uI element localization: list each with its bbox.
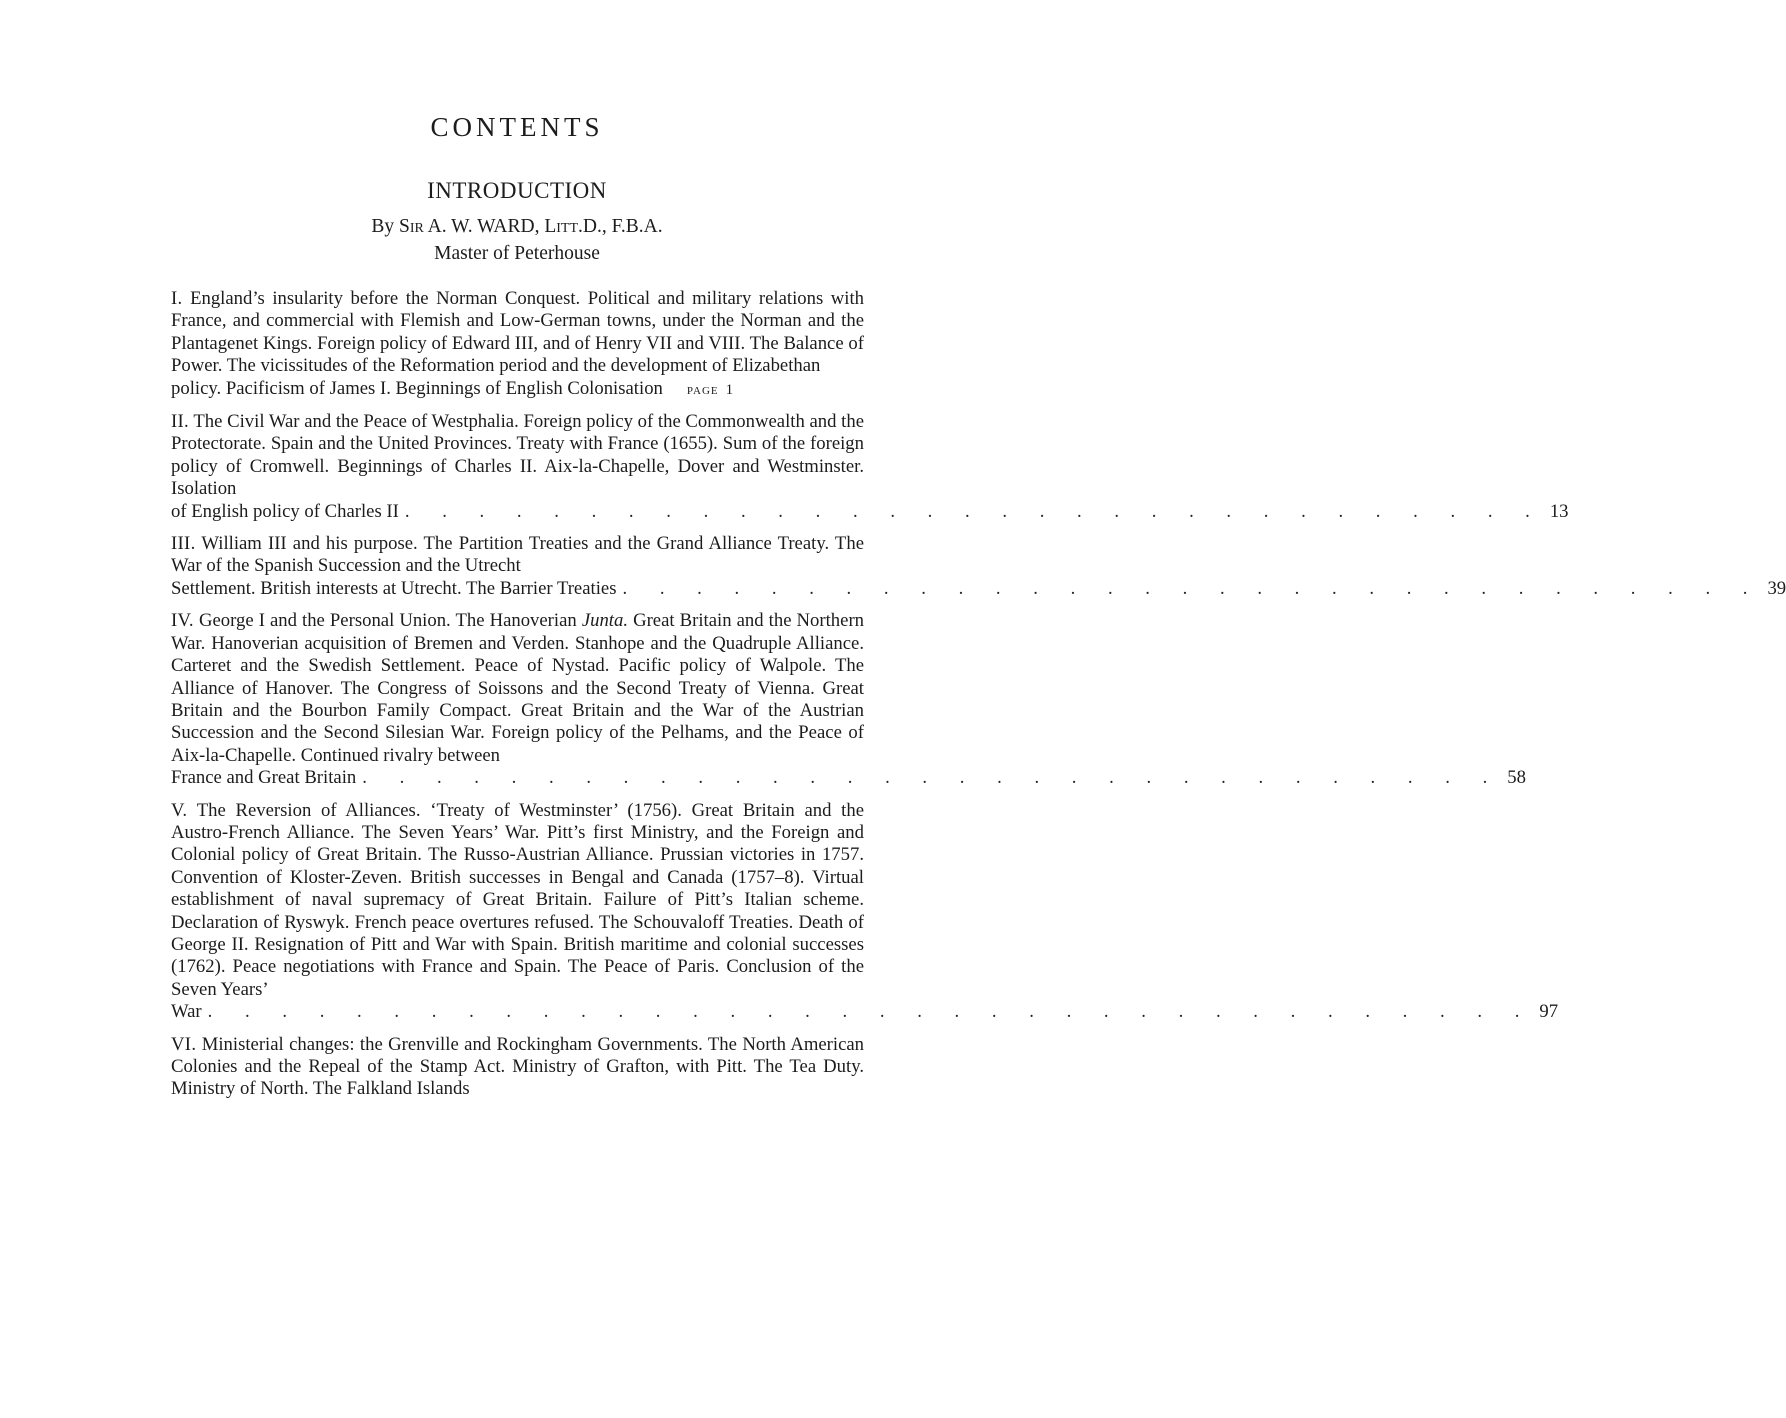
contents-entry-4 bbox=[171, 610, 1526, 789]
entry-numeral: V. bbox=[171, 799, 188, 821]
entry-numeral: III. bbox=[171, 533, 196, 555]
entry-text-b: Great Britain and the Northern War. Hanoverian acquisition of Bremen and Verden. Stanhope and the Quadruple Alliance. Carteret and the Swedish Settlement. Peace of Nystad. Pacific policy of Walpole. The Alliance of Hanover. The Congress of Soissons and the Second Treaty of Vienna. Great Britain and the Bourbon Family Compact. Great Britain and the War of the Austrian Succession and the Second Silesian War. Foreign policy of the Pelhams, and the Peace of Aix-la-Chapelle. Continued rivalry between bbox=[171, 610, 865, 766]
entry-text-italic: Junta. bbox=[581, 610, 629, 632]
contents-list bbox=[171, 288, 1786, 1111]
entry-text: England’s insularity before the Norman Conquest. Political and military relations with France, and commercial with Flemish and Low-German towns, under the Norman and the Plantagenet Kings. Foreign policy of Edward III, and of Henry VII and VIII. The Balance of Power. The vicissitudes of the Reformation period and the development of Elizabethan bbox=[171, 288, 864, 377]
entry-text-a: George I and the Personal Union. The Hanoverian bbox=[198, 610, 582, 632]
contents-entry-5 bbox=[171, 799, 1559, 1024]
entry-last-line bbox=[171, 1001, 1559, 1023]
entry-last-line bbox=[171, 378, 864, 401]
entry-last-text: policy. Pacificism of James I. Beginnings of English Colonisation bbox=[171, 377, 663, 399]
entry-last-text: Settlement. British interests at Utrecht. The Barrier Treaties bbox=[171, 577, 617, 599]
entry-text: William III and his purpose. The Partition Treaties and the Grand Alliance Treaty. The War of the Spanish Succession and the Utrecht bbox=[171, 533, 864, 577]
page-label: page bbox=[686, 381, 719, 398]
entry-last-line bbox=[171, 767, 1526, 789]
author-name: A. W. WARD, bbox=[427, 216, 540, 237]
author-line bbox=[0, 216, 1034, 238]
contents-entry-2 bbox=[171, 411, 1569, 523]
entry-last-line bbox=[171, 577, 1786, 600]
author-degree-rest: .D., F.B.A. bbox=[578, 216, 663, 237]
dot-leader: . . . . . . . . . . . . . . . . . . . . . . . . . . . . . . . bbox=[622, 577, 1762, 599]
page-number: 1 bbox=[725, 381, 734, 398]
entry-last-text: of English policy of Charles II bbox=[171, 500, 399, 522]
page-number: 97 bbox=[1539, 1001, 1559, 1023]
entry-numeral: I. bbox=[171, 288, 183, 309]
dot-leader: . . . . . . . . . . . . . . . . . . . . . . . . . . . . . . . . . . . . bbox=[207, 1001, 1534, 1023]
entry-last-text: France and Great Britain bbox=[171, 767, 357, 789]
author-title: Sir bbox=[399, 216, 424, 237]
entry-numeral: VI. bbox=[171, 1033, 197, 1055]
entry-numeral: II. bbox=[171, 411, 190, 433]
contents-entry-6 bbox=[171, 1034, 864, 1101]
entry-numeral: IV. bbox=[171, 610, 194, 632]
entry-text: The Civil War and the Peace of Westphalia. Foreign policy of the Commonwealth and the Protectorate. Spain and the United Provinces. Treaty with France (1655). Sum of the foreign policy of Cromwell. Beginnings of Charles II. Aix-la-Chapelle, Dover and Westminster. Isolation bbox=[171, 411, 864, 500]
page-number: 58 bbox=[1507, 767, 1526, 789]
contents-heading: CONTENTS bbox=[430, 112, 604, 142]
entry-text: The Reversion of Alliances. ‘Treaty of Westminster’ (1756). Great Britain and the Austro-French Alliance. The Seven Years’ War. Pitt’s first Ministry, and the Foreign and Colonial policy of Great Britain. The Russo-Austrian Alliance. Prussian victories in 1757. Convention of Kloster-Zeven. British successes in Bengal and Canada (1757–8). Virtual establishment of naval supremacy of Great Britain. Failure of Pitt’s Italian scheme. Declaration of Ryswyk. French peace overtures refused. The Schouvaloff Treaties. Death of George II. Resignation of Pitt and War with Spain. British maritime and colonial successes (1762). Peace negotiations with France and Spain. The Peace of Paris. Conclusion of the Seven Years’ bbox=[171, 799, 864, 1000]
dot-leader: . . . . . . . . . . . . . . . . . . . . . . . . . . . . . . . bbox=[404, 500, 1544, 522]
author-by: By bbox=[371, 216, 395, 237]
author-degree: Litt bbox=[544, 216, 579, 237]
section-title: INTRODUCTION bbox=[427, 178, 607, 203]
author-affiliation: Master of Peterhouse bbox=[434, 243, 600, 264]
page-number: 13 bbox=[1549, 500, 1569, 522]
dot-leader: . . . . . . . . . . . . . . . . . . . . . . . . . . . . . . . bbox=[362, 767, 1502, 789]
entry-text: Ministerial changes: the Grenville and Rockingham Governments. The North American Colonies and the Repeal of the Stamp Act. Ministry of Grafton, with Pitt. The Tea Duty. Ministry of North. The Falkland Islands bbox=[171, 1033, 865, 1100]
contents-entry-3 bbox=[171, 533, 1786, 600]
page-number: 39 bbox=[1767, 577, 1786, 599]
entry-last-text: War bbox=[171, 1001, 202, 1023]
contents-entry-1 bbox=[171, 288, 864, 401]
entry-last-line bbox=[171, 500, 1569, 523]
